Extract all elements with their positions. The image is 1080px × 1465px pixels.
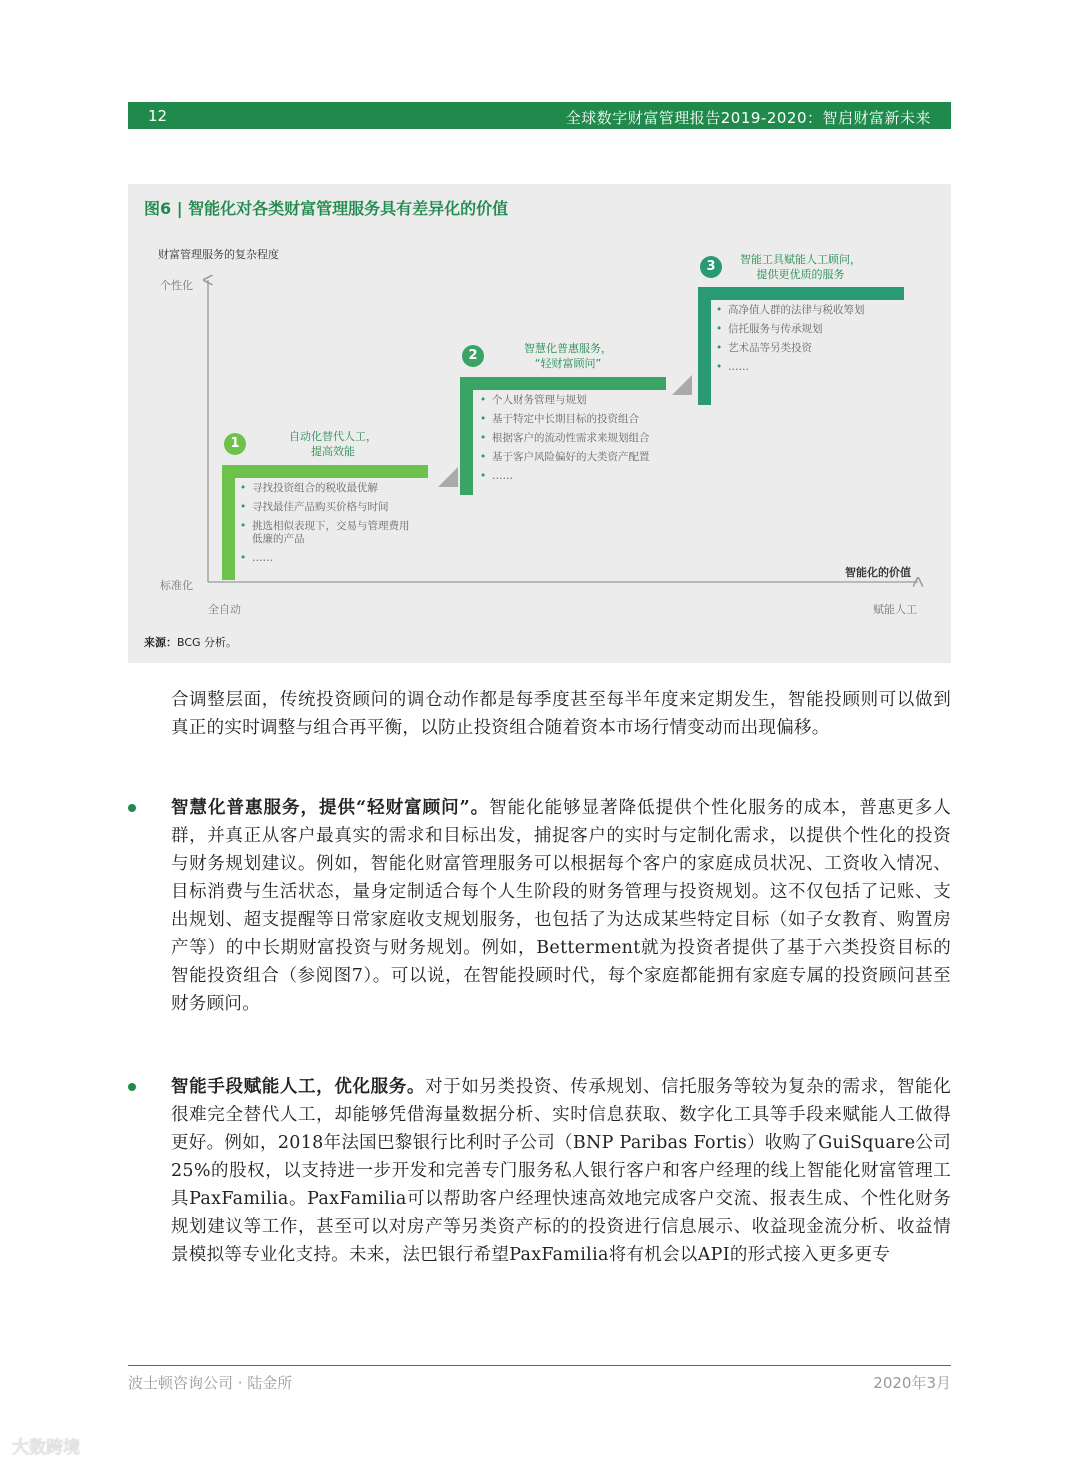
- paragraph-intro: 合调整层面，传统投资顾问的调仓动作都是每季度甚至每半年度来定期发生，智能投顾则可以做到真正的实时调整与组合再平衡，以防止投资组合随着资本市场行情变动而出现偏移。: [171, 690, 951, 738]
- figure-source: [144, 634, 237, 650]
- list-item: • 寻找投资组合的税收最优解: [238, 482, 418, 495]
- stage2-bullets: [478, 394, 663, 489]
- x-axis-left-label: 全自动: [208, 603, 241, 616]
- figure-title: 图6 | 智能化对各类财富管理服务具有差异化的价值: [144, 199, 509, 218]
- watermark: 大数跨境: [12, 1438, 80, 1458]
- stage1-title: [268, 429, 398, 459]
- source-label: 来源：: [144, 636, 177, 649]
- paragraph-bullet-1: [171, 794, 951, 1018]
- stage2-title-line2: “轻财富顾问”: [534, 357, 602, 370]
- list-item: • 艺术品等另类投资: [714, 342, 914, 355]
- stage1-bullets: [238, 482, 418, 571]
- footer-publisher: 波士顿咨询公司 · 陆金所: [128, 1374, 293, 1392]
- step1-horizontal: [222, 465, 428, 478]
- stage3-number-badge: 3: [700, 256, 722, 278]
- stage3-title-line2: 提供更优质的服务: [756, 268, 845, 281]
- list-item: • 个人财务管理与规划: [478, 394, 663, 407]
- stage3-title: [728, 252, 873, 282]
- stage2-title-line1: 智慧化普惠服务，: [524, 342, 612, 355]
- page-number: 12: [148, 107, 168, 125]
- list-item: • 基于特定中长期目标的投资组合: [478, 413, 663, 426]
- step2-vertical: [460, 377, 473, 495]
- y-axis-top-label: 个性化: [160, 279, 193, 292]
- list-item: • ……: [714, 361, 914, 374]
- bullet1-text: 智能化能够显著降低提供个性化服务的成本，普惠更多人群，并真正从客户最真实的需求和目标出发，捕捉客户的实时与定制化需求，以提供个性化的投资与财务规划建议。例如，智能化财富管理服务可以根据每个客户的家庭成员状况、工资收入情况、目标消费与生活状态，量身定制适合每个人生阶段的财务管理与投资规划。这不仅包括了记账、支出规划、超支提醒等日常家庭收支规划服务，也包括了为达成某些特定目标（如子女教育、购置房产等）的中长期财富投资与财务规划。例如，Betterment就为投资者提供了基于六类投资目标的智能投资组合（参阅图7）。可以说，在智能投顾时代，每个家庭都能拥有家庭专属的投资顾问甚至财务顾问。: [171, 798, 952, 1014]
- bullet-dot-2: [128, 1083, 136, 1091]
- list-item: • 高净值人群的法律与税收筹划: [714, 304, 914, 317]
- list-item: • 挑选相似表现下，交易与管理费用低廉的产品: [238, 520, 418, 546]
- footer-divider: [128, 1365, 951, 1366]
- list-item: • 根据客户的流动性需求来规划组合: [478, 432, 663, 445]
- step2-connector: [672, 375, 692, 395]
- footer-date: 2020年3月: [873, 1374, 951, 1392]
- x-axis-title: 智能化的价值: [845, 566, 911, 579]
- bullet2-heading: 智能手段赋能人工，优化服务。: [171, 1077, 426, 1097]
- stage2-title: [503, 341, 633, 371]
- figure-6: [128, 184, 951, 663]
- source-text: BCG 分析。: [177, 636, 238, 649]
- report-title: 全球数字财富管理报告2019-2020：智启财富新未来: [565, 109, 931, 127]
- x-axis-right-label: 赋能人工: [873, 603, 917, 616]
- list-item: • 基于客户风险偏好的大类资产配置: [478, 451, 663, 464]
- stage3-bullets: [714, 304, 914, 380]
- y-axis-title: 财富管理服务的复杂程度: [158, 248, 279, 261]
- y-axis-bottom-label: 标准化: [160, 579, 193, 592]
- list-item: • ……: [478, 470, 663, 483]
- step1-connector: [438, 467, 458, 487]
- step3-vertical: [698, 287, 711, 405]
- step3-horizontal: [698, 287, 904, 300]
- stage1-number-badge: 1: [224, 433, 246, 455]
- list-item: • 寻找最佳产品购买价格与时间: [238, 501, 418, 514]
- stage3-title-line1: 智能工具赋能人工顾问，: [740, 253, 861, 266]
- paragraph-bullet-2: [171, 1073, 951, 1269]
- list-item: • 信托服务与传承规划: [714, 323, 914, 336]
- list-item: • ……: [238, 552, 418, 565]
- stage1-title-line2: 提高效能: [311, 445, 355, 458]
- bullet-dot-1: [128, 804, 136, 812]
- bullet1-heading: 智慧化普惠服务，提供“轻财富顾问”。: [171, 798, 490, 818]
- header-bar: [128, 102, 951, 129]
- stage2-number-badge: 2: [462, 345, 484, 367]
- bullet2-text: 对于如另类投资、传承规划、信托服务等较为复杂的需求，智能化很难完全替代人工，却能够凭借海量数据分析、实时信息获取、数字化工具等手段来赋能人工做得更好。例如，2018年法国巴黎银行比利时子公司（BNP Paribas Fortis）收购了GuiSquare公司25%的股权，以支持进一步开发和完善专门服务私人银行客户和客户经理的线上智能化财富管理工具PaxFamilia。PaxFamilia可以帮助客户经理快速高效地完成客户交流、报表生成、个性化财务规划建议等工作，甚至可以对房产等另类资产标的的投资进行信息展示、收益现金流分析、收益情景模拟等专业化支持。未来，法巴银行希望PaxFamilia将有机会以API的形式接入更多更专: [171, 1077, 952, 1265]
- step1-vertical: [222, 465, 235, 580]
- stage1-title-line1: 自动化替代人工，: [289, 430, 377, 443]
- step2-horizontal: [460, 377, 666, 390]
